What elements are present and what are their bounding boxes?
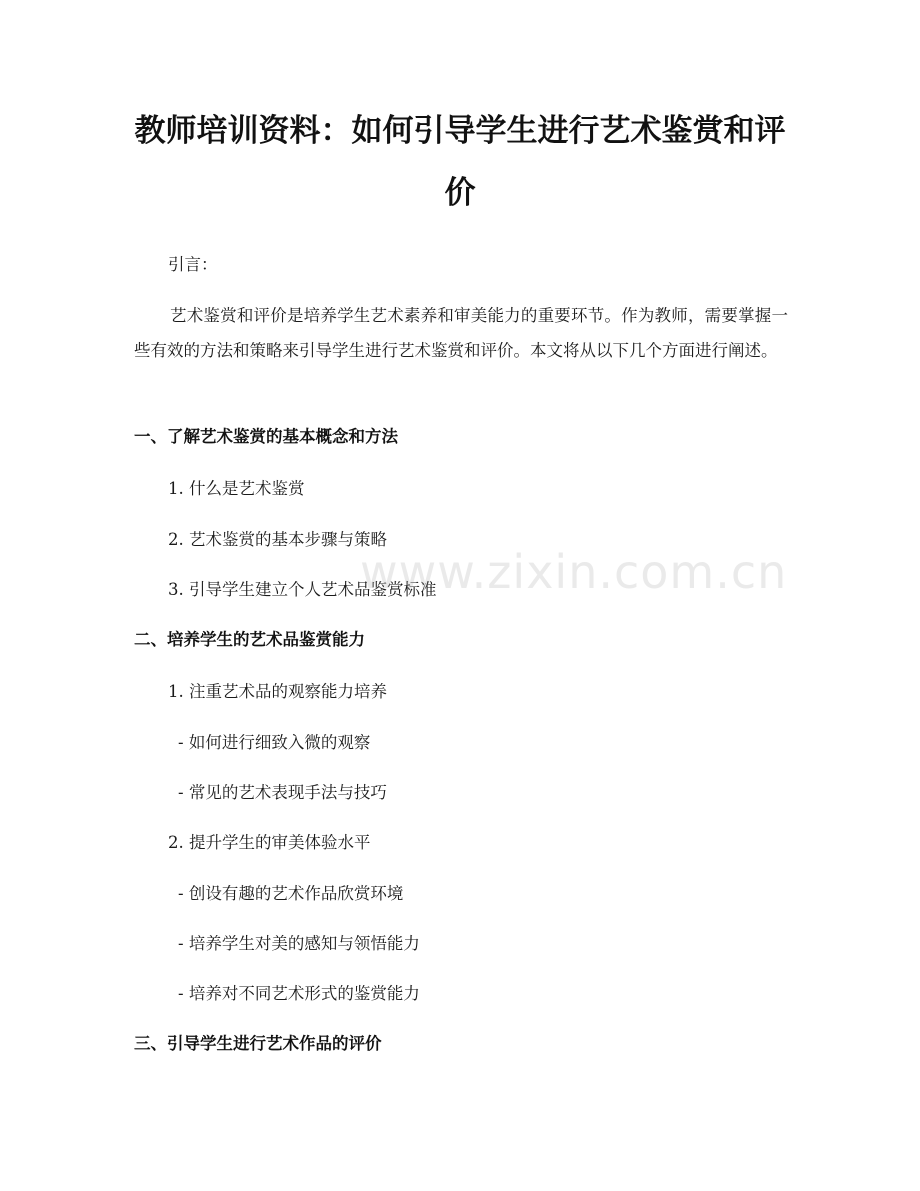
sub-list-item: - 培养对不同艺术形式的鉴赏能力 — [178, 984, 420, 1003]
sub-list-item: - 培养学生对美的感知与领悟能力 — [178, 934, 420, 953]
sub-list-item: - 常见的艺术表现手法与技巧 — [178, 783, 387, 802]
list-item: 1. 什么是艺术鉴赏 — [168, 479, 305, 498]
section-heading-2: 二、培养学生的艺术品鉴赏能力 — [134, 630, 365, 649]
section-heading-1: 一、了解艺术鉴赏的基本概念和方法 — [134, 427, 398, 446]
intro-paragraph: 艺术鉴赏和评价是培养学生艺术素养和审美能力的重要环节。作为教师，需要掌握一些有效的方法和策略来引导学生进行艺术鉴赏和评价。本文将从以下几个方面进行阐述。 — [134, 306, 788, 360]
list-item: 1. 注重艺术品的观察能力培养 — [168, 682, 387, 701]
section-heading-3: 三、引导学生进行艺术作品的评价 — [134, 1034, 382, 1053]
sub-list-item: - 创设有趣的艺术作品欣赏环境 — [178, 884, 404, 903]
document-title: 教师培训资料：如何引导学生进行艺术鉴赏和评价 — [134, 113, 786, 211]
list-item: 2. 提升学生的审美体验水平 — [168, 833, 371, 852]
sub-list-item: - 如何进行细致入微的观察 — [178, 733, 371, 752]
watermark: www.zixin.com.cn — [360, 545, 788, 599]
list-item: 2. 艺术鉴赏的基本步骤与策略 — [168, 530, 387, 549]
intro-label: 引言： — [168, 255, 218, 274]
list-item: 3. 引导学生建立个人艺术品鉴赏标准 — [168, 580, 437, 599]
